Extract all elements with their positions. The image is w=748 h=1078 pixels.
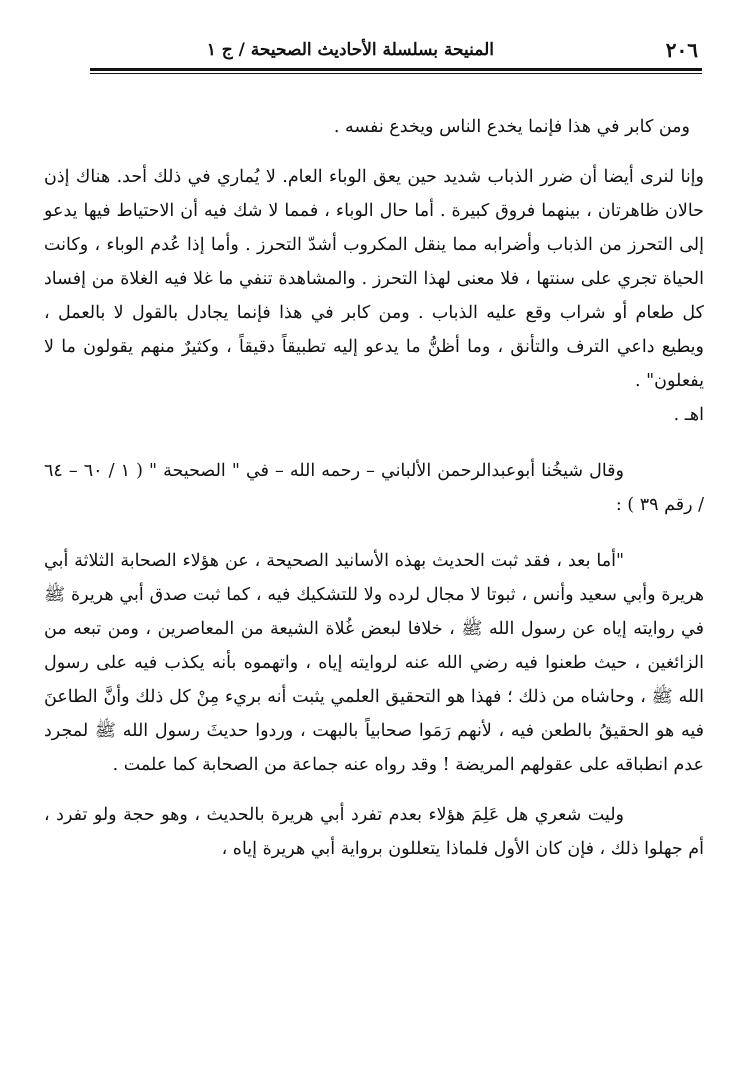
- paragraph-2: وإنا لنرى أيضا أن ضرر الذباب شديد حين يعق الوباء العام. لا يُماري في ذلك أحد. هناك إذن حالان ظاهرتان ، بينهما فروق كبيرة . أما حال الوباء ، فمما لا شك فيه أن الاحتياط فيها يدعو إلى التحرز من الذباب وأضرابه مما ينقل المكروب أشدّ التحرز . وأما إذا عُدم الوباء ، وكانت الحياة تجري على سنتها ، فلا معنى لهذا التحرز . والمشاهدة تنفي ما غلا فيه الغلاة من إفساد كل طعام أو شراب وقع عليه الذباب . ومن كابر في هذا فإنما يجادل بالقول لا بالعمل ، ويطيع داعي الترف والتأنق ، وما أظنُّ ما يدعو إليه تطبيقاً دقيقاً ، وكثيرٌ منهم يقولون ما لا يفعلون" .: [44, 167, 704, 391]
- paragraph-5: وليت شعري هل عَلِمَ هؤلاء بعدم تفرد أبي هريرة بالحديث ، وهو حجة ولو تفرد ، أم جهلوا ذلك ، فإن كان الأول فلماذا يتعللون برواية أبي هريرة إياه ،: [44, 805, 704, 859]
- paragraph-2-end: اهـ .: [673, 405, 704, 425]
- body-text: [44, 110, 704, 866]
- paragraph-1: ومن كابر في هذا فإنما يخدع الناس ويخدع نفسه .: [333, 117, 690, 137]
- header-rule-thick: [90, 68, 702, 71]
- running-title: المنيحة بسلسلة الأحاديث الصحيحة / ج ١: [206, 40, 494, 60]
- page-header: [90, 36, 702, 66]
- paragraph-4-quote: "أما بعد ، فقد ثبت الحديث بهذه الأسانيد الصحيحة ، عن هؤلاء الصحابة الثلاثة أبي هريرة وأبي سعيد وأنس ، ثبوتا لا مجال لرده ولا للتشكيك فيه ، كما ثبت صدق أبي هريرة ﷺ في روايته إياه عن رسول الله ﷺ ، خلافا لبعض غُلاة الشيعة من المعاصرين ، ومن تبعه من الزائغين ، حيث طعنوا فيه رضي الله عنه لروايته إياه ، واتهموه بأنه يكذب فيه على رسول الله ﷺ ، وحاشاه من ذلك ؛ فهذا هو التحقيق العلمي يثبت أنه بريء مِنْ كل ذلك وأنَّ الطاعنَ فيه هو الحقيقُ بالطعن فيه ، لأنهم رَمَوا صحابياً بالبهت ، وردوا حديثَ رسول الله ﷺ لمجرد عدم انطباقه على عقولهم المريضة ! وقد رواه عنه جماعة من الصحابة كما علمت .: [44, 551, 704, 775]
- page-number: ٢٠٦: [665, 38, 698, 62]
- paragraph-3: وقال شيخُنا أبوعبدالرحمن الألباني – رحمه الله – في " الصحيحة " ( ١ / ٦٠ – ٦٤ / رقم ٣٩ ) :: [44, 461, 704, 515]
- header-rule-thin: [90, 73, 702, 74]
